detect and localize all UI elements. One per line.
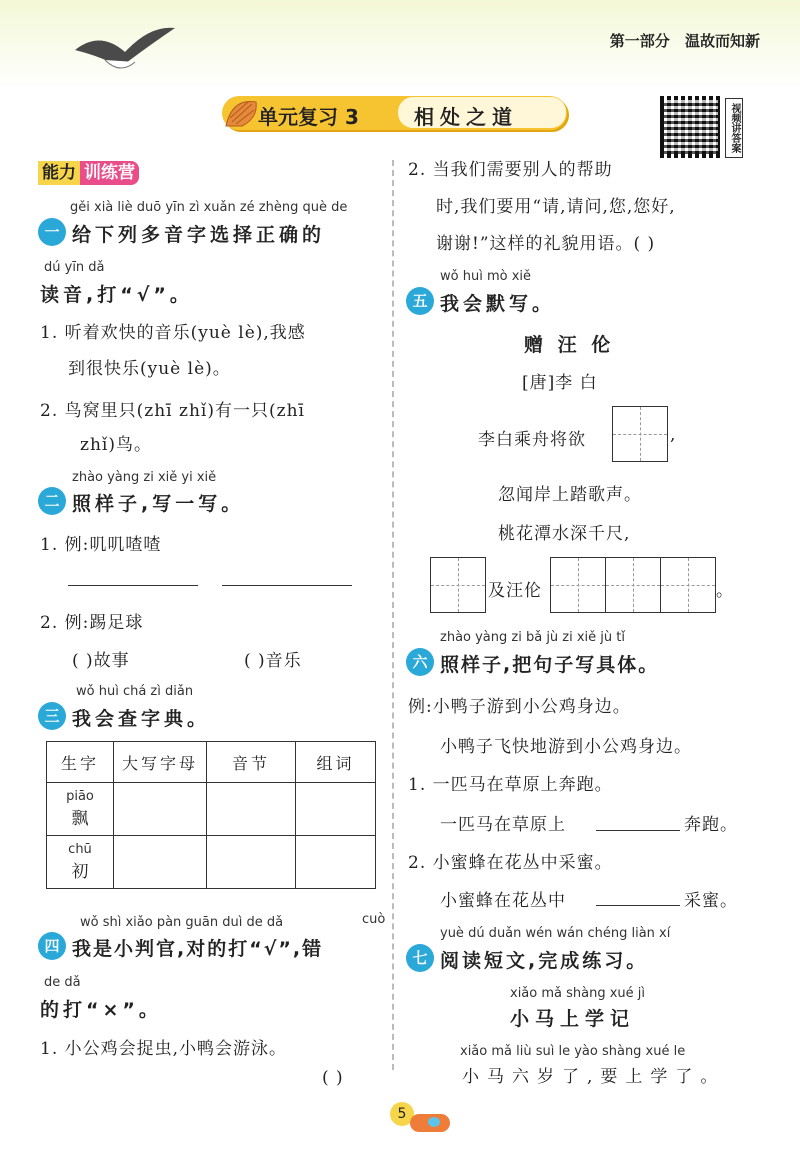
writing-grid[interactable] — [612, 406, 668, 462]
s6-q2b-pre: 小蜜蜂在花丛中 — [440, 891, 566, 911]
s1-pinyin: gěi xià liè duō yīn zì xuǎn zé zhèng què de — [70, 200, 348, 215]
writing-grid[interactable] — [660, 557, 716, 613]
column-divider — [392, 160, 394, 1070]
table-cell-input[interactable] — [296, 783, 376, 836]
s4-pinyin-b: cuò — [362, 912, 386, 927]
s6-q2a: 2. 小蜜蜂在花丛中采蜜。 — [408, 853, 613, 873]
table-header: 大写字母 — [114, 742, 207, 783]
char: 初 — [71, 862, 89, 882]
unit-title: 单元复习 3 — [258, 105, 359, 129]
s6-ex2: 小鸭子飞快地游到小公鸡身边。 — [440, 737, 692, 757]
poem-author: [唐]李 白 — [522, 373, 598, 393]
table-row — [47, 836, 376, 889]
s2-q2b[interactable]: ( )音乐 — [244, 651, 302, 671]
poem-line3: 桃花潭水深千尺, — [498, 524, 631, 544]
char-pinyin: chū — [68, 842, 92, 857]
table-cell-char — [47, 836, 114, 889]
header-part: 第一部分 — [609, 32, 670, 50]
table-cell-input[interactable] — [207, 836, 296, 889]
table-cell-char — [47, 783, 114, 836]
story-line-pinyin: xiǎo mǎ liù suì le yào shàng xué le — [460, 1044, 686, 1059]
s6-q1a: 1. 一匹马在草原上奔跑。 — [408, 775, 613, 795]
s6-ex1: 例:小鸭子游到小公鸡身边。 — [408, 697, 631, 717]
s7-pinyin: yuè dú duǎn wén wán chéng liàn xí — [440, 926, 671, 941]
table-header: 组词 — [296, 742, 376, 783]
answer-line[interactable] — [222, 585, 352, 586]
table-header: 生字 — [47, 742, 114, 783]
topic-title: 相处之道 — [414, 105, 518, 129]
s4-title2: 的打“×”。 — [40, 999, 162, 1021]
poem-line4-end: 。 — [716, 581, 734, 601]
s1-pinyin2: dú yīn dǎ — [44, 260, 105, 275]
s4-q2a: 2. 当我们需要别人的帮助 — [408, 160, 613, 180]
poem-line1: 李白乘舟将欲 — [478, 430, 586, 450]
submarine-window-icon — [428, 1117, 440, 1127]
table-cell-input[interactable] — [207, 783, 296, 836]
poem-title: 赠 汪 伦 — [524, 334, 615, 356]
s6-q1b-pre: 一匹马在草原上 — [440, 815, 566, 835]
s1-q2b: zhǐ)鸟。 — [80, 435, 152, 455]
s4-q2b: 时,我们要用“请,请问,您,您好, — [436, 197, 676, 217]
ability-tag — [38, 158, 139, 184]
s5-title: 我会默写。 — [440, 293, 556, 315]
qr-code-pattern — [664, 100, 718, 154]
s4-pinyin2: de dǎ — [44, 975, 81, 990]
s1-title: 给下列多音字选择正确的 — [72, 224, 326, 246]
s2-q2: 2. 例:踢足球 — [40, 613, 144, 633]
s4-q2c: 谢谢!”这样的礼貌用语。( ) — [436, 234, 656, 254]
poem-line4: 及汪伦 — [488, 581, 542, 601]
header-label — [600, 30, 760, 51]
writing-grid[interactable] — [550, 557, 606, 613]
s4-title: 我是小判官,对的打“√”,错 — [72, 938, 324, 960]
s5-pinyin: wǒ huì mò xiě — [440, 269, 531, 284]
writing-grid[interactable] — [605, 557, 661, 613]
ability-tag-a: 能力 — [38, 161, 80, 185]
table-cell-input[interactable] — [114, 783, 207, 836]
story-title: 小马上学记 — [510, 1008, 636, 1030]
qr-label: 视频讲答案 — [725, 98, 743, 158]
s4-q1: 1. 小公鸡会捉虫,小鸭会游泳。 — [40, 1039, 288, 1059]
section-badge: 一 — [38, 218, 66, 246]
page-number: 5 — [390, 1102, 414, 1126]
section-badge: 二 — [38, 487, 66, 515]
s6-title: 照样子,把句子写具体。 — [440, 654, 660, 676]
table-row — [47, 783, 376, 836]
answer-line[interactable] — [596, 905, 680, 906]
s2-q1: 1. 例:叽叽喳喳 — [40, 535, 162, 555]
ability-tag-b: 训练营 — [80, 161, 139, 185]
table-header: 音节 — [207, 742, 296, 783]
section-badge: 七 — [406, 944, 434, 972]
s3-title: 我会查字典。 — [72, 708, 211, 730]
writing-grid[interactable] — [430, 557, 486, 613]
s6-pinyin: zhào yàng zi bǎ jù zi xiě jù tǐ — [440, 630, 625, 645]
seagull-icon — [70, 20, 180, 80]
s4-q1-paren[interactable]: ( ) — [322, 1068, 344, 1088]
section-badge: 三 — [38, 702, 66, 730]
table-cell-input[interactable] — [114, 836, 207, 889]
story-pinyin: xiǎo mǎ shàng xué jì — [510, 986, 646, 1001]
poem-line1-end: , — [670, 425, 677, 445]
section-badge: 四 — [38, 932, 66, 960]
s7-title: 阅读短文,完成练习。 — [440, 950, 649, 972]
table-header-row — [47, 742, 376, 783]
s6-q2b-post: 采蜜。 — [684, 891, 738, 911]
s2-pinyin: zhào yàng zi xiě yi xiě — [72, 470, 217, 485]
answer-line[interactable] — [596, 830, 680, 831]
shell-icon — [222, 92, 262, 132]
poem-line2: 忽闻岸上踏歌声。 — [498, 485, 642, 505]
section-badge: 五 — [406, 287, 434, 315]
s1-q2a: 2. 鸟窝里只(zhī zhǐ)有一只(zhī — [40, 401, 305, 421]
char: 飘 — [71, 809, 89, 829]
header-section: 温故而知新 — [684, 32, 760, 50]
dictionary-table — [46, 741, 376, 889]
answer-line[interactable] — [68, 585, 198, 586]
s2-title: 照样子,写一写。 — [72, 493, 245, 515]
s2-q2a[interactable]: ( )故事 — [72, 651, 130, 671]
s1-title2: 读音,打“√”。 — [40, 284, 193, 306]
char-pinyin: piāo — [66, 789, 94, 804]
s3-pinyin: wǒ huì chá zì diǎn — [76, 684, 194, 699]
section-badge: 六 — [406, 648, 434, 676]
s4-pinyin: wǒ shì xiǎo pàn guān duì de dǎ — [80, 915, 284, 930]
story-line: 小马六岁了,要上学了。 — [462, 1067, 726, 1087]
s6-q1b-post: 奔跑。 — [684, 815, 738, 835]
s1-q1a: 1. 听着欢快的音乐(yuè lè),我感 — [40, 323, 306, 343]
s1-q1b: 到很快乐(yuè lè)。 — [68, 359, 231, 379]
table-cell-input[interactable] — [296, 836, 376, 889]
